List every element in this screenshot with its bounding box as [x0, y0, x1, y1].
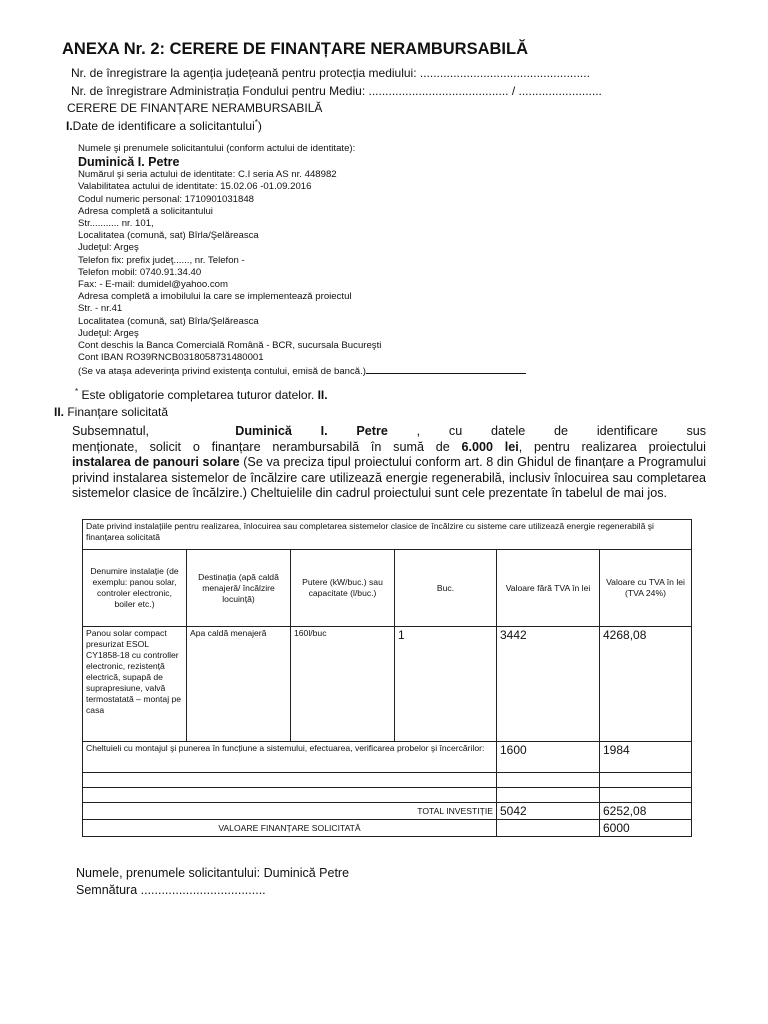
id-line: Judeţul: Argeş [78, 327, 139, 339]
bank-certificate-note: (Se va ataşa adeverinţa privind existenţa contului, emisă de bancă.) [78, 364, 526, 378]
registration-number-agency: Nr. de înregistrare la agenția județeană pentru protecția mediului: ................................................... [71, 66, 590, 80]
id-line: Numărul şi seria actului de identitate: C.I seria AS nr. 448982 [78, 169, 337, 181]
id-line: Adresa completă a imobilului la care se implementează proiectul [78, 291, 352, 303]
table-financing-row [83, 820, 692, 837]
id-line: Str. - nr.41 [78, 303, 123, 315]
registration-number-fund: Nr. de înregistrare Administrația Fondului pentru Mediu: .......................................... / ......................... [71, 84, 602, 98]
section-1-label: Date de identificare a solicitantului [72, 119, 255, 133]
table-column-header-row [83, 550, 692, 627]
section-1-mark: * [254, 118, 258, 127]
id-line: Fax: - E-mail: dumidel@yahoo.com [78, 279, 228, 291]
col-header-value: Valoare fără TVA în lei [497, 550, 600, 627]
id-line: Localitatea (comună, sat) Bîrla/Şelăreasca [78, 230, 259, 242]
table-row-empty [83, 788, 692, 803]
cell-value-vat: 4268,08 [600, 627, 692, 742]
total-investment-label: TOTAL INVESTIȚIE [83, 803, 497, 820]
signature-block [76, 865, 349, 899]
id-line: Str........... nr. 101, [78, 218, 154, 230]
id-line: Cont deschis la Banca Comercială Română - BCR, sucursala Bucureşti [78, 340, 382, 352]
table-row [83, 742, 692, 773]
id-line: Codul numeric personal: 1710901031848 [78, 193, 255, 205]
table-header: Date privind instalațiile pentru realizarea, înlocuirea sau completarea sistemelor clasice de încălzire cu sisteme care utilizează energie regenerabilă şi finanțarea solicitată [83, 520, 692, 550]
applicant-name: Duminică I. Petre [78, 155, 180, 170]
name-label: Numele şi prenumele solicitantului (conform actului de identitate): [78, 143, 356, 154]
cell-qty: 1 [395, 627, 497, 742]
section-1-close: ) [257, 119, 262, 133]
total-value-vat: 6252,08 [600, 803, 692, 820]
col-header-power: Putere (kW/buc.) sau capacitate (l/buc.) [291, 550, 395, 627]
cell-value: 1600 [497, 742, 600, 773]
table-header-row [83, 520, 692, 550]
id-line: Valabilitatea actului de identitate: 15.02.06 -01.09.2016 [78, 181, 312, 193]
cell-value: 3442 [497, 627, 600, 742]
paragraph-line-3: instalarea de panouri solare (Se va preciza tipul proiectului conform art. 8 din Ghidul de finanțare a Programului [72, 455, 707, 469]
cell-value-vat: 1984 [600, 742, 692, 773]
note-text: Este obligatorie completarea tuturor datelor. [78, 388, 318, 402]
section-2-number: II. [54, 405, 65, 419]
paragraph-line-1: Subsemnatul, Duminică I. Petre , cu datele de identificare sus [72, 424, 707, 438]
signature-line: Semnătura .................................... [76, 883, 266, 897]
col-header-destination: Destinația (apă caldă menajeră/ încălzire locuință) [187, 550, 291, 627]
page-title: ANEXA Nr. 2: CERERE DE FINANȚARE NERAMBURSABILĂ [62, 40, 529, 58]
col-header-qty: Buc. [395, 550, 497, 627]
col-header-name: Denumire instalație (de exemplu: panou solar, controler electronic, boiler etc.) [83, 550, 187, 627]
id-line: Judeţul: Argeş [78, 242, 139, 254]
table-row [83, 627, 692, 742]
cell-installation-name: Panou solar compact presurizat ESOL CY1858-18 cu controller electronic, rezistență electrică, supapă de suprapresiune, valvă termostatată – montaj pe casa [83, 627, 187, 742]
cell-installation-costs-label: Cheltuieli cu montajul şi punerea în funcțiune a sistemului, efectuarea, verificarea probelor şi încercărilor: [83, 742, 497, 773]
financing-requested-value: 6000 [600, 820, 692, 837]
id-line: Telefon fix: prefix judeţ......, nr. Telefon - [78, 254, 245, 266]
note-star: * [75, 387, 79, 396]
request-paragraph [72, 424, 706, 502]
id-line: Telefon mobil: 0740.91.34.40 [78, 266, 202, 278]
financing-requested-label: VALOARE FINANȚARE SOLICITATĂ [83, 820, 497, 837]
table-total-row [83, 803, 692, 820]
investment-table [82, 519, 692, 837]
id-line: Localitatea (comună, sat) Bîrla/Şelăreasca [78, 315, 259, 327]
section-1-number: I. [66, 119, 73, 133]
applicant-name-line: Numele, prenumele solicitantului: Duminică Petre [76, 866, 350, 880]
paragraph-line-4: privind instalarea sistemelor de încălzire care utilizează energie regenerabilă, inclusiv înlocuirea sau completarea [72, 470, 706, 485]
applicant-identification-block [78, 143, 526, 379]
id-line: Cont IBAN RO39RNCB0318058731480001 [78, 352, 264, 364]
note-bold: II. [317, 388, 328, 402]
total-value: 5042 [497, 803, 600, 820]
table-row-empty [83, 773, 692, 788]
cell-destination: Apa caldă menajeră [187, 627, 291, 742]
section-1-heading [66, 118, 262, 133]
paragraph-line-2: menționate, solicit o finanțare nerambursabilă în sumă de 6.000 lei, pentru realizarea proiectului [72, 439, 706, 454]
col-header-value-vat: Valoare cu TVA în lei (TVA 24%) [600, 550, 692, 627]
section-2-heading [54, 405, 168, 419]
paragraph-line-5: sistemelor clasice de încălzire.) Cheltuielile din cadrul proiectului sunt cele prezentate în tabelul de mai jos. [72, 486, 668, 500]
cell-power: 160l/buc [291, 627, 395, 742]
mandatory-note [75, 387, 328, 402]
section-2-label: Finanțare solicitată [64, 405, 169, 419]
id-line: Adresa completă a solicitantului [78, 205, 213, 217]
form-subtitle: CERERE DE FINANȚARE NERAMBURSABILĂ [67, 101, 323, 115]
